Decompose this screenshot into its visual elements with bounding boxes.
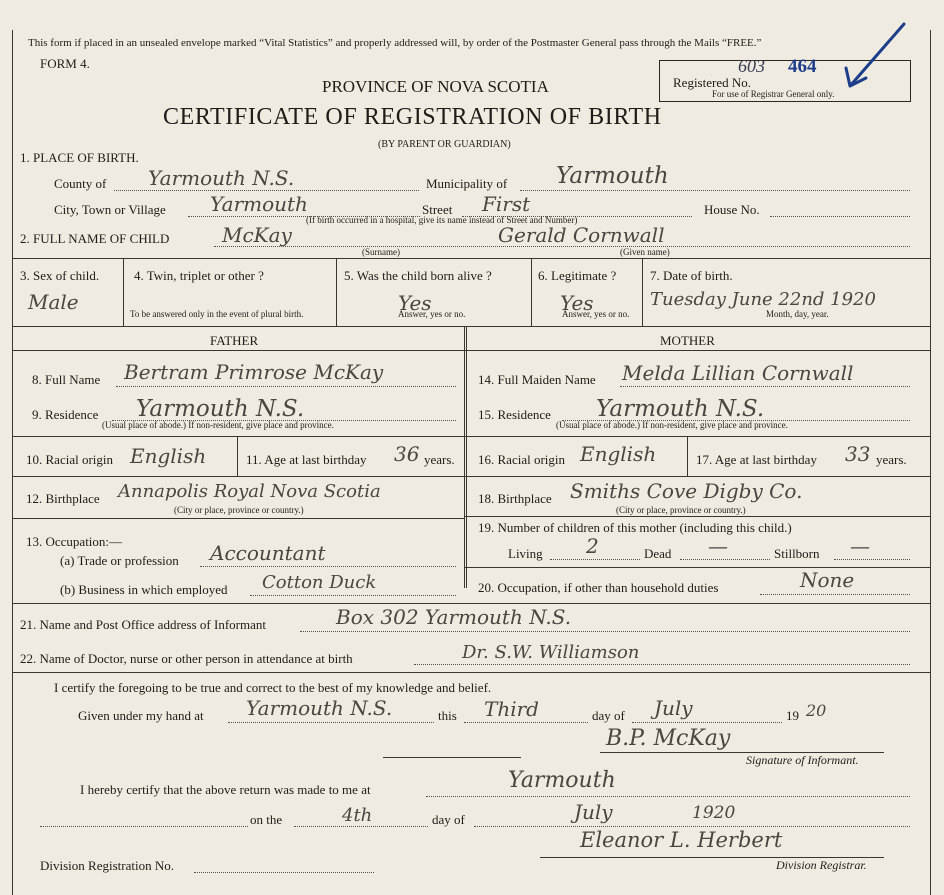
twin-note: To be answered only in the event of plural birth. — [130, 309, 304, 319]
father-age-value: 36 — [394, 442, 420, 466]
house-label: House No. — [704, 202, 760, 217]
form-number: FORM 4. — [40, 56, 90, 71]
left-border — [12, 30, 13, 895]
father-name-label: 8. Full Name — [32, 372, 101, 387]
mother-years: years. — [876, 452, 907, 467]
certificate-title: CERTIFICATE OF REGISTRATION OF BIRTH — [163, 104, 662, 130]
registered-number-handwritten: 603 — [738, 56, 765, 76]
mother-birthplace-label: 18. Birthplace — [478, 491, 552, 506]
twin-label: 4. Twin, triplet or other ? — [134, 268, 264, 283]
father-residence-note: (Usual place of abode.) If non-resident, give place and province. — [102, 420, 334, 430]
child-surname-value: McKay — [222, 223, 292, 247]
registrar-general-note: For use of Registrar General only. — [712, 89, 835, 99]
city-label: City, Town or Village — [54, 202, 166, 217]
given-day-value: Third — [484, 697, 539, 721]
father-birthplace-value: Annapolis Royal Nova Scotia — [118, 481, 381, 502]
city-value: Yarmouth — [210, 192, 308, 216]
given-under-label: Given under my hand at — [78, 708, 204, 723]
registered-label: Registered No. — [673, 75, 751, 90]
birth-date-note: Month, day, year. — [766, 309, 829, 319]
living-value: 2 — [586, 534, 599, 558]
father-birthplace-note: (City or place, province or country.) — [174, 505, 304, 515]
doctor-value: Dr. S.W. Williamson — [462, 642, 640, 663]
separator-line — [383, 757, 521, 758]
registrar-signature-caption: Division Registrar. — [776, 858, 867, 872]
alive-value: Yes — [398, 291, 432, 315]
given-caption: (Given name) — [620, 247, 670, 257]
certificate-subtitle: (BY PARENT OR GUARDIAN) — [378, 139, 511, 150]
mother-heading: MOTHER — [660, 333, 715, 348]
father-trade-label: (a) Trade or profession — [60, 553, 179, 568]
stillborn-value: — — [850, 534, 870, 558]
father-birthplace-label: 12. Birthplace — [26, 491, 100, 506]
stillborn-label: Stillborn — [774, 546, 820, 561]
certify-statement: I certify the foregoing to be true and correct to the best of my knowledge and belief. — [54, 680, 492, 695]
surname-caption: (Surname) — [362, 247, 400, 257]
hospital-note: (If birth occurred in a hospital, give its name instead of Street and Number) — [306, 215, 578, 225]
informant-signature: B.P. McKay — [606, 726, 731, 751]
this-label: this — [438, 708, 457, 723]
registrar-place-value: Yarmouth — [508, 768, 616, 793]
mother-racial-value: English — [580, 442, 657, 466]
informant-value: Box 302 Yarmouth N.S. — [336, 605, 572, 629]
birth-date-value: Tuesday June 22nd 1920 — [650, 289, 876, 310]
mother-children-label: 19. Number of children of this mother (including this child.) — [478, 520, 792, 535]
province-heading: PROVINCE OF NOVA SCOTIA — [322, 77, 549, 96]
parents-divider — [464, 326, 467, 588]
right-border — [930, 30, 931, 895]
county-label: County of — [54, 176, 107, 191]
registrar-signature: Eleanor L. Herbert — [580, 828, 783, 852]
father-business-label: (b) Business in which employed — [60, 582, 228, 597]
legitimate-label: 6. Legitimate ? — [538, 268, 617, 283]
mail-notice: This form if placed in an unsealed envelope marked “Vital Statistics” and properly addressed will, by order of the Postmaster General pass through the Mails “FREE.” — [28, 37, 762, 49]
father-age-label: 11. Age at last birthday — [246, 452, 367, 467]
street-label: Street — [422, 202, 453, 217]
mother-name-value: Melda Lillian Cornwall — [622, 361, 854, 385]
municipality-label: Municipality of — [426, 176, 508, 191]
mother-name-label: 14. Full Maiden Name — [478, 372, 596, 387]
father-name-value: Bertram Primrose McKay — [124, 360, 384, 384]
father-business-value: Cotton Duck — [262, 572, 377, 593]
registrar-year-value: 1920 — [692, 803, 736, 823]
given-place-value: Yarmouth N.S. — [246, 696, 393, 720]
on-the-label: on the — [250, 812, 283, 827]
given-year-value: 20 — [806, 701, 827, 720]
registrar-month-value: July — [574, 800, 613, 824]
doctor-label: 22. Name of Doctor, nurse or other person in attendance at birth — [20, 651, 353, 666]
legitimate-note: Answer, yes or no. — [562, 309, 630, 319]
child-given-value: Gerald Cornwall — [498, 223, 665, 247]
place-heading: 1. PLACE OF BIRTH. — [20, 150, 139, 165]
mother-age-value: 33 — [845, 442, 871, 466]
mother-residence-note: (Usual place of abode.) If non-resident, give place and province. — [556, 420, 788, 430]
father-years: years. — [424, 452, 455, 467]
street-value: First — [482, 192, 531, 216]
living-label: Living — [508, 546, 543, 561]
sex-value: Male — [28, 290, 79, 314]
father-occupation-label: 13. Occupation:— — [26, 534, 123, 549]
father-heading: FATHER — [210, 333, 259, 348]
mother-birthplace-note: (City or place, province or country.) — [616, 505, 746, 515]
municipality-value: Yarmouth — [556, 163, 669, 189]
sex-label: 3. Sex of child. — [20, 268, 100, 283]
informant-label: 21. Name and Post Office address of Informant — [20, 617, 266, 632]
dead-value: — — [708, 534, 728, 558]
county-value: Yarmouth N.S. — [148, 166, 295, 190]
mother-age-label: 17. Age at last birthday — [696, 452, 817, 467]
mother-occupation-label: 20. Occupation, if other than household duties — [478, 580, 719, 595]
registrar-day-of-label: day of — [432, 812, 465, 827]
informant-signature-caption: Signature of Informant. — [746, 753, 859, 767]
division-registration-label: Division Registration No. — [40, 858, 174, 873]
mother-birthplace-value: Smiths Cove Digby Co. — [570, 479, 803, 503]
registrar-statement: I hereby certify that the above return was made to me at — [80, 782, 371, 797]
alive-note: Answer, yes or no. — [398, 309, 466, 319]
child-name-label: 2. FULL NAME OF CHILD — [20, 231, 170, 246]
father-residence-label: 9. Residence — [32, 407, 99, 422]
mother-residence-label: 15. Residence — [478, 407, 551, 422]
father-trade-value: Accountant — [210, 541, 326, 565]
legitimate-value: Yes — [560, 291, 594, 315]
father-racial-value: English — [130, 444, 207, 468]
given-day-of-label: day of — [592, 708, 625, 723]
mother-occupation-value: None — [800, 568, 855, 592]
birth-date-label: 7. Date of birth. — [650, 268, 733, 283]
given-month-value: July — [654, 696, 693, 720]
father-racial-label: 10. Racial origin — [26, 452, 114, 467]
alive-label: 5. Was the child born alive ? — [344, 268, 492, 283]
year-prefix: 19 — [786, 708, 799, 723]
father-residence-value: Yarmouth N.S. — [136, 396, 305, 422]
registered-number-stamp: 464 — [788, 56, 817, 77]
check-mark-icon — [830, 20, 910, 100]
registrar-day-value: 4th — [342, 805, 373, 826]
mother-residence-value: Yarmouth N.S. — [596, 396, 765, 422]
mother-racial-label: 16. Racial origin — [478, 452, 566, 467]
dead-label: Dead — [644, 546, 672, 561]
